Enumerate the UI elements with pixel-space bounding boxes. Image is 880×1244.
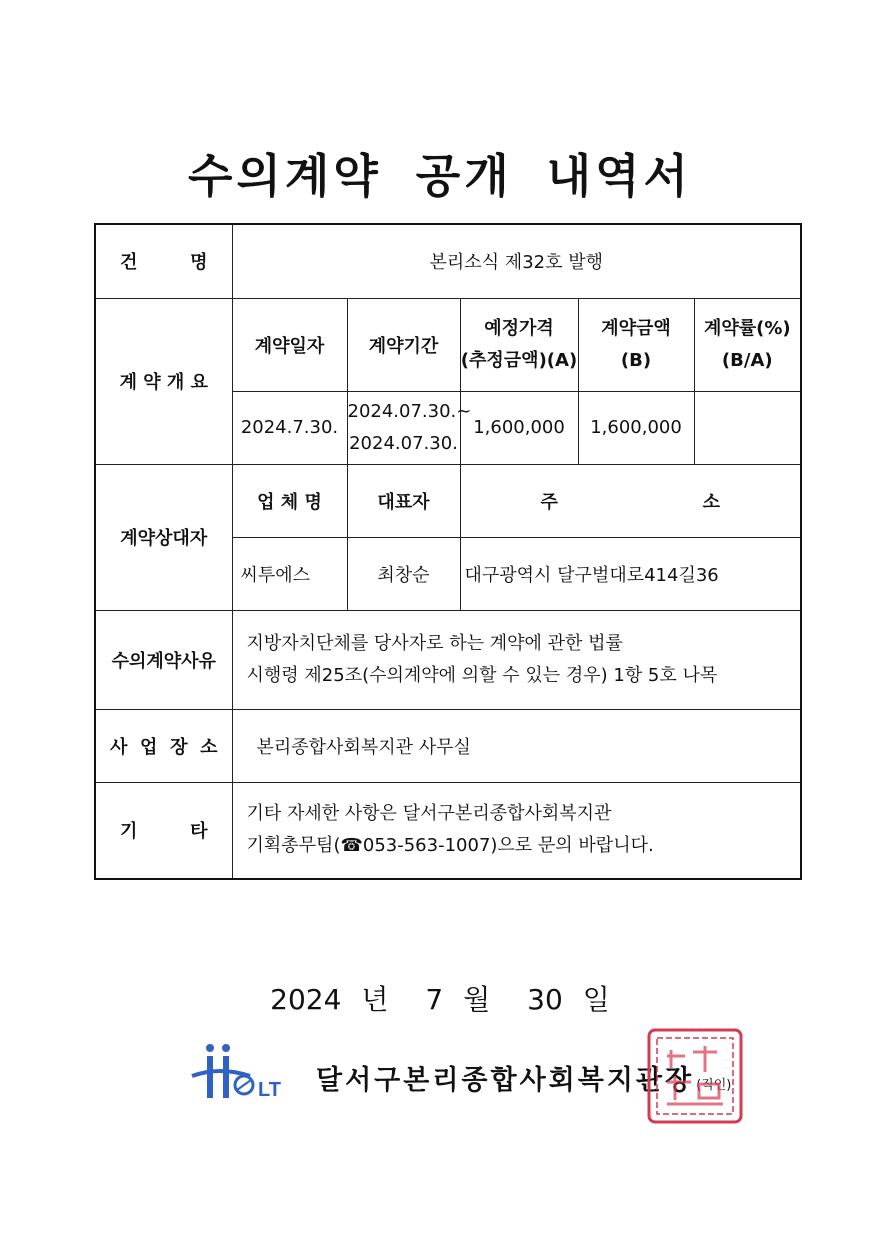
header-contract-amount: 계약금액 (B) bbox=[578, 298, 694, 391]
row-place bbox=[95, 709, 801, 782]
date-month-unit: 월 bbox=[463, 983, 491, 1016]
reason-line: 시행령 제25조(수의계약에 의할 수 있는 경우) 1항 5호 나목 bbox=[246, 664, 718, 686]
label-project-name: 건 명 bbox=[95, 224, 232, 298]
header-representative: 대표자 bbox=[347, 464, 460, 537]
header-contract-period: 계약기간 bbox=[347, 298, 460, 391]
label-place: 사 업 장 소 bbox=[95, 709, 232, 782]
address-value: 대구광역시 달구벌대로414길36 bbox=[460, 537, 801, 610]
header-estimated-price: 예정가격 (추정금액)(A) bbox=[460, 298, 578, 391]
etc-value bbox=[232, 782, 801, 879]
contract-period-value: 2024.07.30.~ 2024.07.30. bbox=[347, 391, 460, 464]
row-reason bbox=[95, 610, 801, 709]
row-overview-header bbox=[95, 298, 801, 391]
welfare-center-logo bbox=[190, 1040, 302, 1110]
date-day: 30 bbox=[527, 983, 563, 1016]
row-counterparty-header bbox=[95, 464, 801, 537]
header-contract-rate: 계약률(%) (B/A) bbox=[694, 298, 801, 391]
logo-lettering: LT bbox=[258, 1079, 281, 1101]
signature-block bbox=[190, 1038, 810, 1118]
label-counterparty: 계약상대자 bbox=[95, 464, 232, 610]
official-seal-stamp bbox=[645, 1026, 745, 1126]
header-contract-date: 계약일자 bbox=[232, 298, 347, 391]
reason-value bbox=[232, 610, 801, 709]
label-etc: 기 타 bbox=[95, 782, 232, 879]
etc-line: 기타 자세한 사항은 달서구본리종합사회복지관 bbox=[246, 803, 612, 825]
company-name-value: 씨투에스 bbox=[232, 537, 347, 610]
seal-note: (직인) bbox=[696, 1078, 732, 1093]
document-title: 수의계약 공개 내역서 bbox=[188, 149, 692, 203]
representative-value: 최창순 bbox=[347, 537, 460, 610]
contract-table bbox=[94, 223, 802, 880]
label-reason: 수의계약사유 bbox=[95, 610, 232, 709]
document-date bbox=[0, 978, 880, 1018]
header-company-name: 업 체 명 bbox=[232, 464, 347, 537]
place-value: 본리종합사회복지관 사무실 bbox=[232, 709, 801, 782]
label-overview: 계 약 개 요 bbox=[95, 298, 232, 464]
date-year-unit: 년 bbox=[361, 983, 389, 1016]
reason-line: 지방자치단체를 당사자로 하는 계약에 관한 법률 bbox=[246, 632, 623, 654]
project-name-value: 본리소식 제32호 발행 bbox=[232, 224, 801, 298]
date-day-unit: 일 bbox=[582, 983, 610, 1016]
estimated-price-value: 1,600,000 bbox=[460, 391, 578, 464]
contract-amount-value: 1,600,000 bbox=[578, 391, 694, 464]
contract-rate-value bbox=[694, 391, 801, 464]
contract-date-value: 2024.7.30. bbox=[232, 391, 347, 464]
etc-line: 기획총무팀(☎053-563-1007)으로 문의 바랍니다. bbox=[246, 835, 654, 857]
row-project-name bbox=[95, 224, 801, 298]
header-address: 주 소 bbox=[460, 464, 801, 537]
date-year: 2024 bbox=[270, 983, 342, 1016]
row-etc bbox=[95, 782, 801, 879]
organization-name: 달서구본리종합사회복지관장 (직인) bbox=[316, 1065, 732, 1096]
date-month: 7 bbox=[425, 983, 444, 1016]
